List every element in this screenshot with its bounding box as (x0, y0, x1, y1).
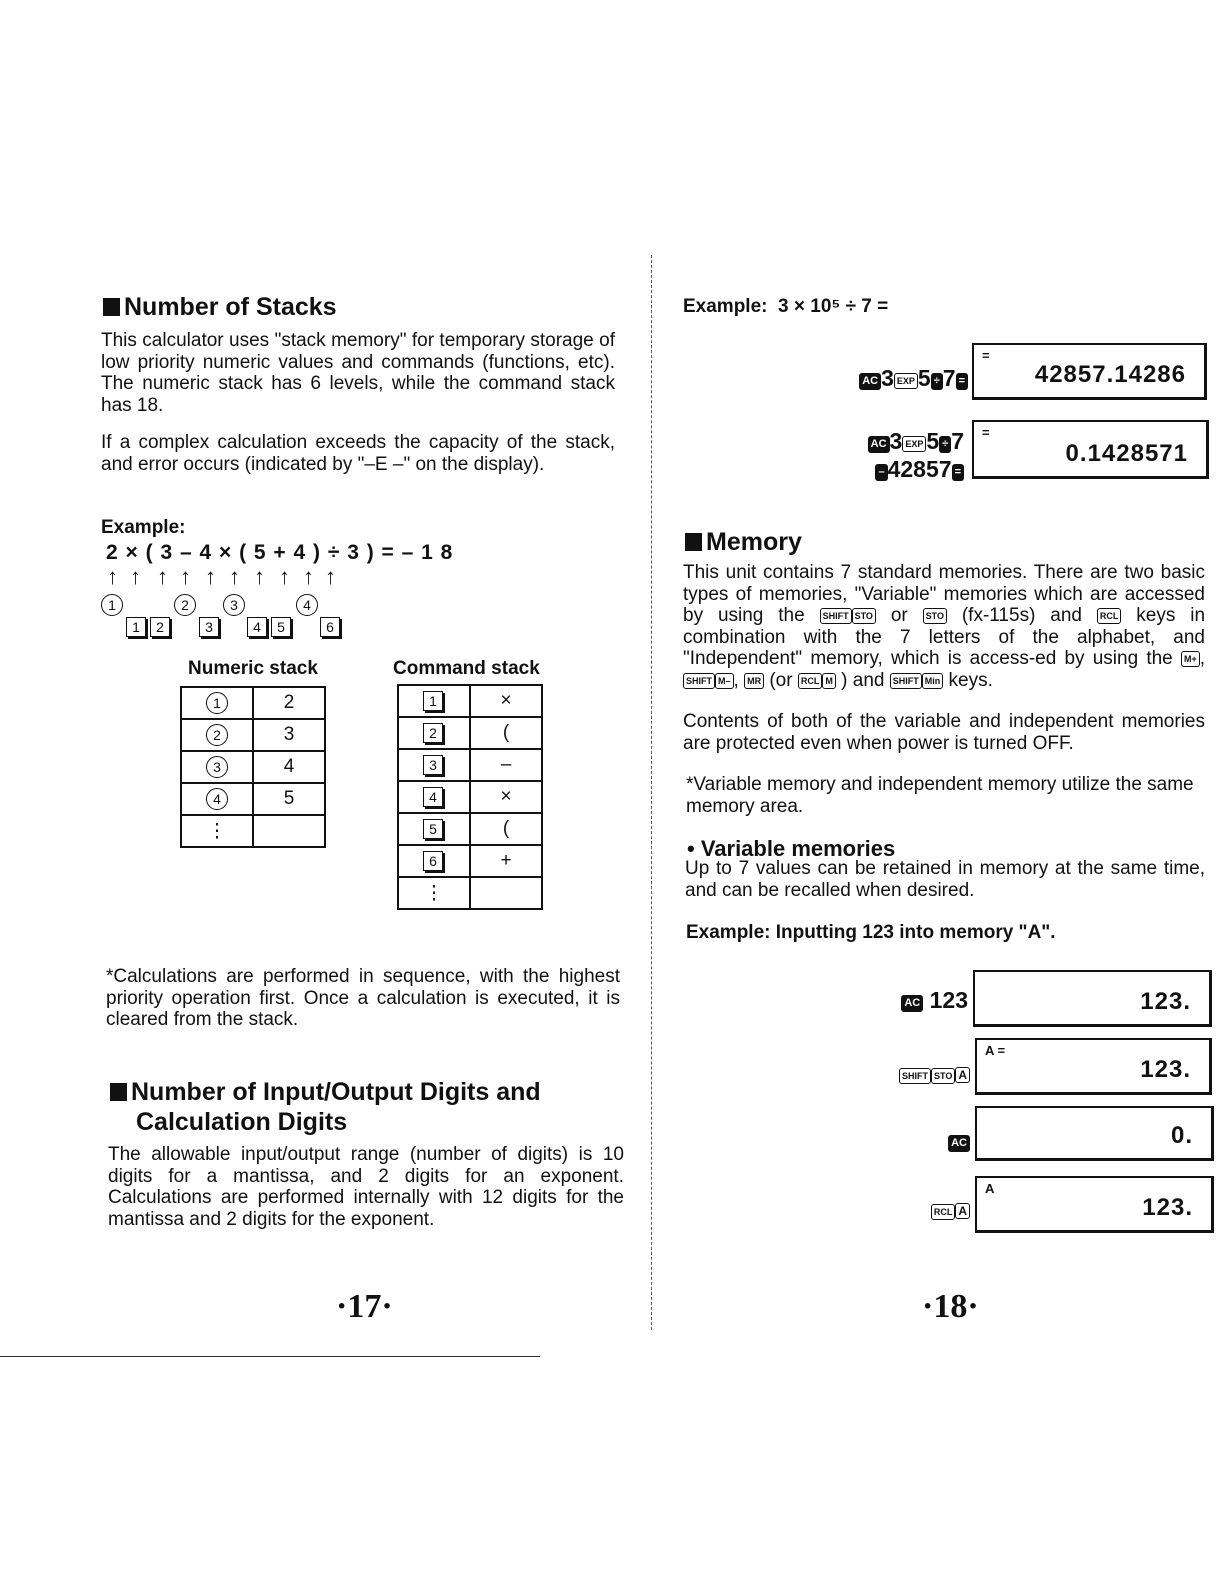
equals-key: = (952, 464, 964, 481)
mem-key-seq-3 (820, 1127, 970, 1154)
digits-heading: Number of Input/Output Digits and (110, 1080, 541, 1105)
ac-key: AC (859, 373, 881, 390)
digits-heading-line2: Calculation Digits (136, 1108, 348, 1136)
table-row: 6 + (398, 845, 542, 877)
memory-para2: Contents of both of the variable and independent memories are protected even when power is turned OFF. (683, 711, 1205, 754)
arrow-up-icon: ↑ (303, 564, 314, 589)
boxed-marker: 2 (150, 617, 170, 637)
divide-key: ÷ (931, 373, 943, 390)
circled-marker: 4 (296, 594, 318, 616)
ac-key: AC (868, 436, 890, 453)
stacks-para2: If a complex calculation exceeds the capacity of the stack, and error occurs (indicated by "–E –" on the display). (101, 432, 615, 475)
section-bullet-icon (110, 1083, 127, 1101)
bottom-rule (0, 1356, 540, 1357)
mem-display-1: 123. (973, 970, 1212, 1027)
arrow-up-icon: ↑ (157, 564, 168, 589)
memory-heading: Memory (685, 530, 802, 555)
memory-para1: This unit contains 7 standard memories. There are two basic types of memories, "Variable" memories which are accessed by using the SHIFT STO or STO (fx-115s) and RCL keys in combination with the 7 letters of the alphabet, and "Independent" memory, which is access-ed by using the M+ , SHIFT M– , MR (or RCL M ) and SHIFT Min keys. (683, 562, 1206, 691)
shift-key: SHIFT (683, 673, 715, 689)
m-key: M (822, 673, 836, 689)
numeric-stack-table (180, 686, 326, 848)
exp-key: EXP (902, 436, 926, 452)
key-sequence-2: AC 3 EXP 5 ÷ 7 (760, 428, 964, 455)
stack-expression: 2 × ( 3 – 4 × ( 5 + 4 ) ÷ 3 ) = – 1 8 (106, 541, 454, 564)
arrow-up-icon: ↑ (107, 564, 118, 589)
table-row: ⋮ (181, 815, 325, 847)
page-number-left: ·17· (336, 1288, 393, 1325)
boxed-marker: 1 (126, 617, 146, 637)
circled-marker: 3 (223, 594, 245, 616)
mem-display-4: A 123. (975, 1176, 1214, 1233)
variable-heading: • Variable memories (687, 836, 896, 861)
key-sequence-2b: – 42857 = (760, 456, 964, 483)
m-plus-key: M+ (1181, 651, 1200, 667)
digits-para: The allowable input/output range (number of digits) is 10 digits for a mantissa, and 2 digits for an exponent. Calculations are performed internally with 12 digits for the mantissa and 2 digits for the exponent. (108, 1144, 624, 1230)
table-row: 1 × (398, 685, 542, 717)
sto-key: STO (852, 608, 876, 624)
table-row: 2 3 (181, 719, 325, 751)
section-bullet-icon (103, 298, 120, 316)
command-stack-title: Command stack (393, 658, 540, 679)
m-minus-key: M– (715, 673, 734, 689)
rcl-key: RCL (798, 673, 823, 689)
rcl-key: RCL (931, 1204, 956, 1220)
arrow-up-icon: ↑ (229, 564, 240, 589)
table-row: 4 × (398, 781, 542, 813)
arrow-up-icon: ↑ (254, 564, 265, 589)
shift-key: SHIFT (820, 608, 852, 624)
arrow-up-icon: ↑ (180, 564, 191, 589)
arrow-up-icon: ↑ (279, 564, 290, 589)
boxed-marker: 3 (199, 617, 219, 637)
circled-marker: 2 (174, 594, 196, 616)
arrow-up-icon: ↑ (205, 564, 216, 589)
variable-para: Up to 7 values can be retained in memory at the same time, and can be recalled when desired. (685, 858, 1205, 901)
minus-key: – (875, 464, 887, 481)
command-stack-table (397, 684, 543, 910)
rcl-key: RCL (1097, 608, 1122, 624)
mem-key-seq-2 (820, 1060, 970, 1087)
boxed-marker: 5 (271, 617, 291, 637)
stacks-note: *Calculations are performed in sequence, with the highest priority operation first. Once a calculation is executed, it is cleared from the stack. (106, 966, 620, 1030)
table-row: 1 2 (181, 687, 325, 719)
key-sequence-1: AC 3 EXP 5 ÷ 7 = (760, 365, 968, 392)
page-number-right: ·18· (922, 1288, 979, 1325)
a-key: A (955, 1203, 970, 1219)
mr-key: MR (744, 673, 764, 689)
variable-example: Example: Inputting 123 into memory "A". (686, 922, 1056, 943)
memory-note: *Variable memory and independent memory utilize the same memory area. (686, 774, 1194, 817)
page-divider (651, 255, 652, 1330)
table-row: 3 – (398, 749, 542, 781)
shift-key: SHIFT (890, 673, 922, 689)
sto-key: STO (923, 608, 947, 624)
boxed-marker: 4 (247, 617, 267, 637)
table-row: 4 5 (181, 783, 325, 815)
mem-display-3: 0. (975, 1106, 1214, 1161)
table-row: 5 ( (398, 813, 542, 845)
min-key: Min (922, 673, 944, 689)
section-bullet-icon (685, 533, 702, 551)
mem-key-seq-4 (820, 1196, 970, 1223)
numeric-stack-title: Numeric stack (188, 658, 318, 679)
arrow-up-icon: ↑ (325, 564, 336, 589)
exp-key: EXP (894, 373, 918, 389)
a-key: A (955, 1067, 970, 1083)
equals-key: = (956, 373, 968, 390)
mem-key-seq-1: AC 123 (820, 987, 968, 1014)
example-top: Example: 3 × 10⁵ ÷ 7 = (683, 296, 889, 317)
example-label: Example: (101, 517, 186, 538)
display-1: = 42857.14286 (972, 343, 1207, 400)
divide-key: ÷ (939, 436, 951, 453)
sto-key: STO (931, 1068, 955, 1084)
table-row: 2 ( (398, 717, 542, 749)
ac-key: AC (948, 1135, 970, 1152)
table-row: 3 4 (181, 751, 325, 783)
shift-key: SHIFT (899, 1068, 931, 1084)
table-row: ⋮ (398, 877, 542, 909)
display-2: = 0.1428571 (972, 420, 1209, 479)
mem-display-2: A = 123. (975, 1038, 1212, 1095)
stacks-para1: This calculator uses "stack memory" for temporary storage of low priority numeric values and commands (functions, etc). The numeric stack has 6 levels, while the command stack has 18. (101, 330, 615, 416)
ac-key: AC (901, 995, 923, 1012)
boxed-marker: 6 (320, 617, 340, 637)
arrow-up-icon: ↑ (130, 564, 141, 589)
stacks-heading: Number of Stacks (103, 295, 337, 320)
circled-marker: 1 (101, 594, 123, 616)
